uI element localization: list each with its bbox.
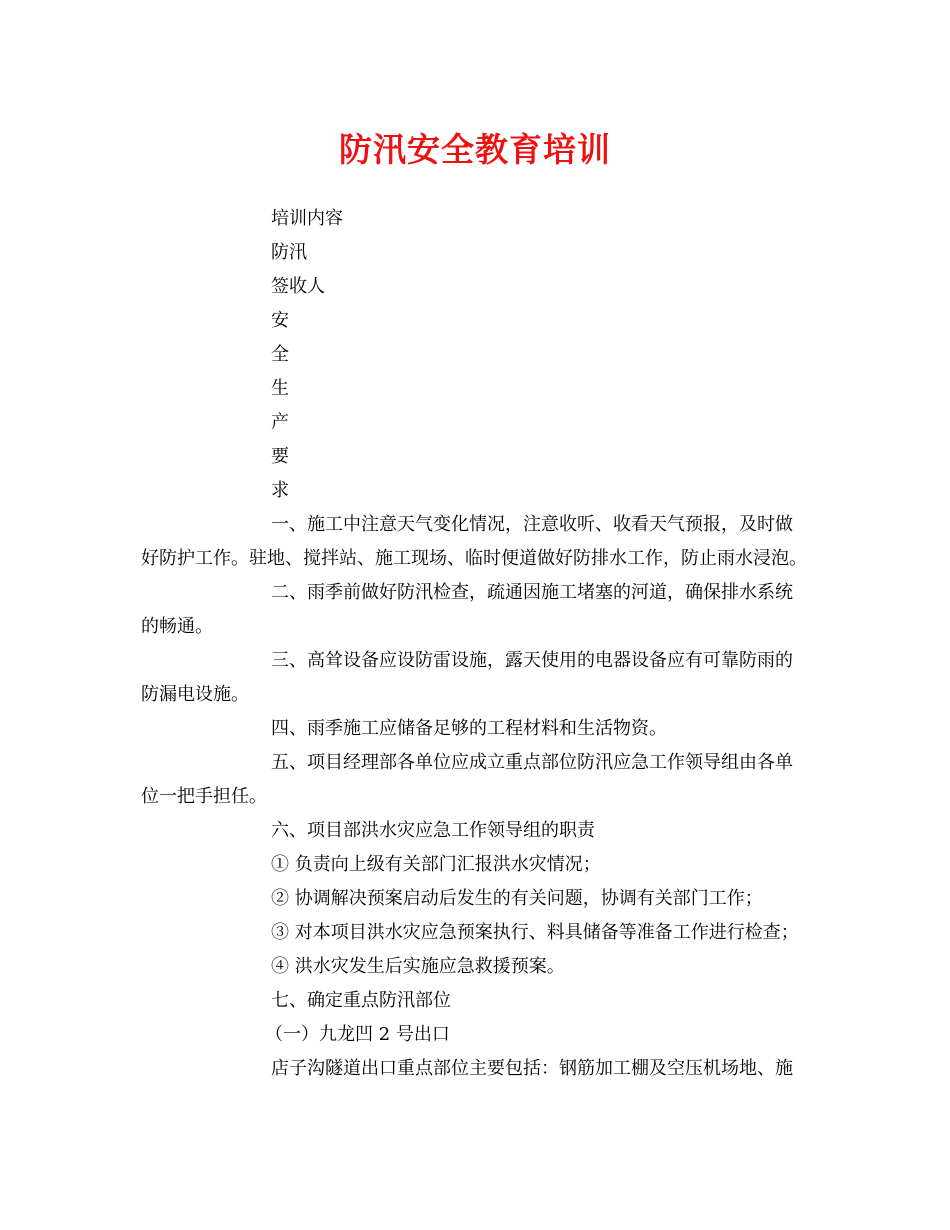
section-six-item: ③ 对本项目洪水灾应急预案执行、料具储备等准备工作进行检查；	[271, 922, 799, 943]
paragraph-1-first-line: 一、施工中注意天气变化情况，注意收听、收看天气预报，及时做	[271, 514, 793, 535]
document-body	[141, 202, 821, 1086]
header-line-training-content: 培训内容	[271, 208, 343, 229]
header-line-char: 求	[271, 480, 289, 501]
header-line-char: 安	[271, 310, 289, 331]
header-line-flood-control: 防汛	[271, 242, 307, 263]
header-line-char: 要	[271, 446, 289, 467]
paragraph-1-continuation: 好防护工作。驻地、搅拌站、施工现场、临时便道做好防排水工作，防止雨水浸泡。	[141, 548, 807, 569]
section-seven-heading: 七、确定重点防汛部位	[271, 990, 451, 1011]
paragraph-2-first-line: 二、雨季前做好防汛检查，疏通因施工堵塞的河道，确保排水系统	[271, 582, 793, 603]
header-line-char: 产	[271, 412, 289, 433]
paragraph-4: 四、雨季施工应储备足够的工程材料和生活物资。	[271, 718, 667, 739]
section-six-item: ④ 洪水灾发生后实施应急救援预案。	[271, 956, 565, 977]
section-seven-subheading: （一）九龙凹 2 号出口	[265, 1024, 450, 1045]
section-six-heading: 六、项目部洪水灾应急工作领导组的职责	[271, 820, 595, 841]
header-line-char: 全	[271, 344, 289, 365]
paragraph-5-continuation: 位一把手担任。	[141, 786, 267, 807]
paragraph-3-continuation: 防漏电设施。	[141, 684, 249, 705]
header-line-char: 生	[271, 378, 289, 399]
paragraph-5-first-line: 五、项目经理部各单位应成立重点部位防汛应急工作领导组由各单	[271, 752, 793, 773]
paragraph-3-first-line: 三、高耸设备应设防雷设施，露天使用的电器设备应有可靠防雨的	[271, 650, 793, 671]
document-title: 防汛安全教育培训	[339, 130, 611, 169]
section-six-item: ① 负责向上级有关部门汇报洪水灾情况；	[271, 854, 601, 875]
section-seven-text: 店子沟隧道出口重点部位主要包括：钢筋加工棚及空压机场地、施	[271, 1058, 793, 1079]
header-line-signee: 签收人	[271, 276, 325, 297]
paragraph-2-continuation: 的畅通。	[141, 616, 213, 637]
section-six-item: ② 协调解决预案启动后发生的有关问题，协调有关部门工作；	[271, 888, 763, 909]
